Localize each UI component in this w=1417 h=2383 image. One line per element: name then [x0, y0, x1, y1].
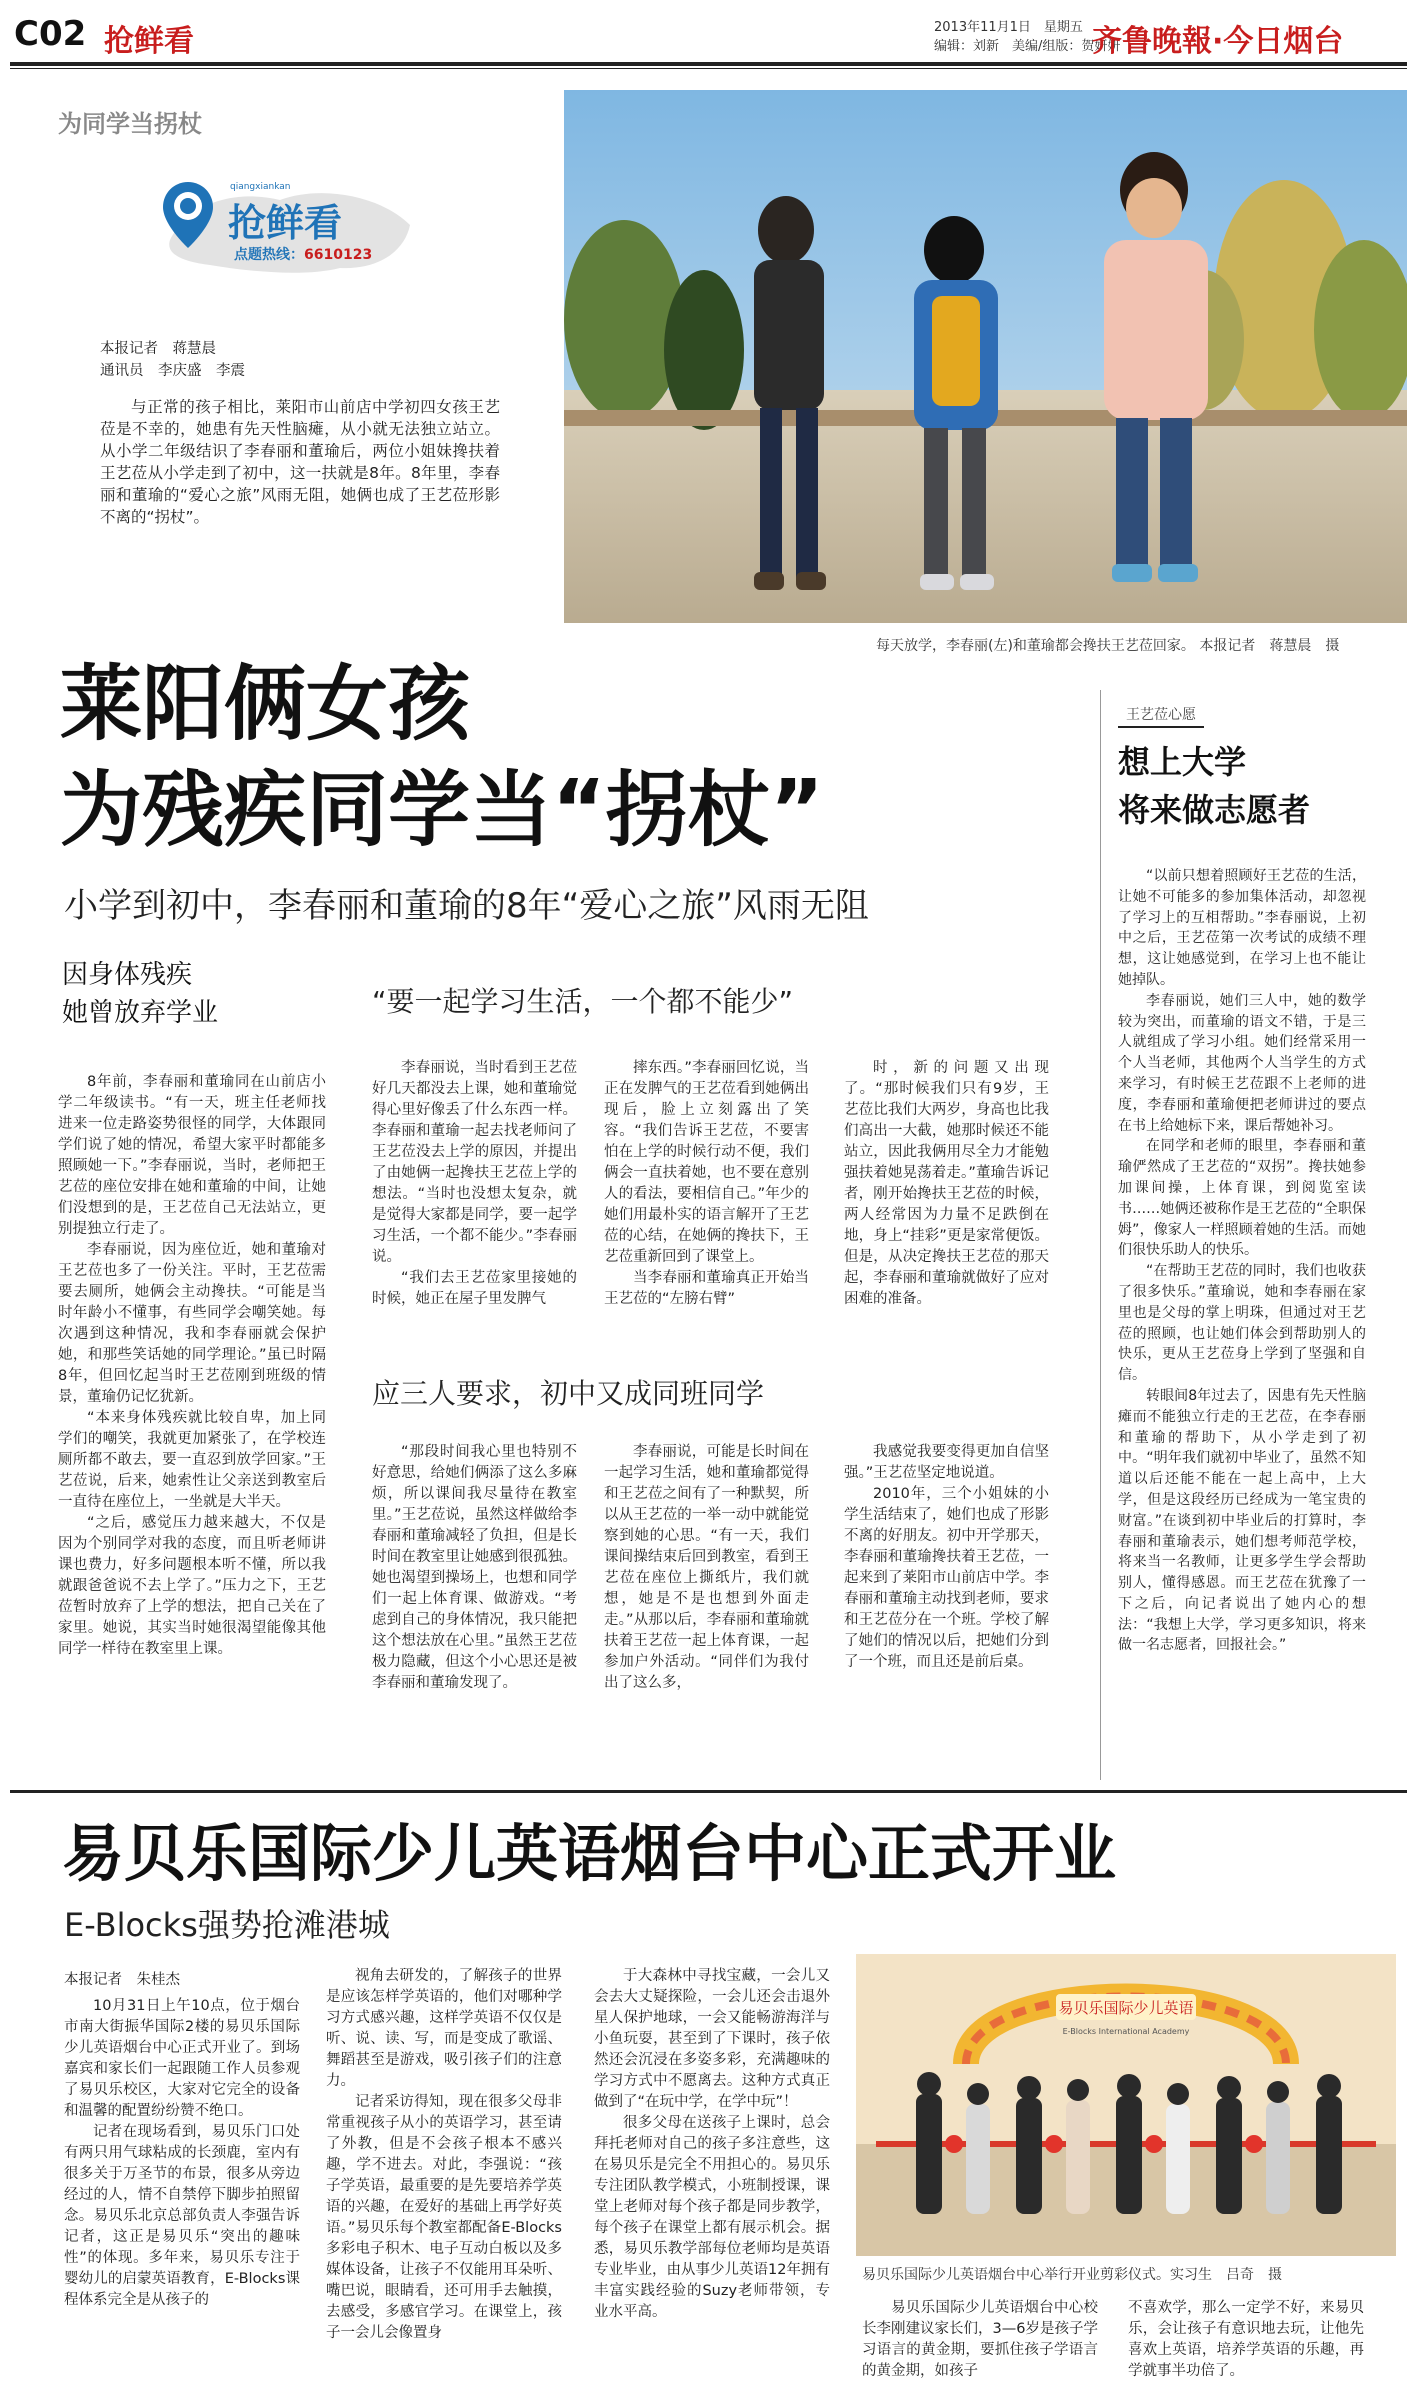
hotline-label: 点题热线： [234, 247, 304, 263]
logo-block [150, 170, 420, 280]
sidebar-title [1118, 738, 1310, 834]
logo-name: 抢鲜看 [228, 201, 343, 245]
paragraph: “以前只想着照顾好王艺莅的生活，让她不可能多的参加集体活动，却忽视了学习上的互相帮助。”李春丽说，上初中之后，王艺莅第一次考试的成绩不理想，这让她感觉到，在学习上也不能让她掉队。 [1118, 868, 1366, 988]
lead-paragraph [100, 396, 500, 528]
body-column-4b [844, 1442, 1049, 1673]
balloon-banner: 易贝乐国际少儿英语 [1058, 1999, 1194, 2017]
sidebar-tag: 王艺莅心愿 [1118, 702, 1204, 728]
lead-text: 与正常的孩子相比，莱阳市山前店中学初四女孩王艺莅是不幸的，她患有先天性脑瘫，从小就无法独立站立。从小学二年级结识了李春丽和董瑜后，两位小姐妹搀扶着王艺莅从小学走到了初中，这一扶就是8年。8年里，李春丽和董瑜的“爱心之旅”风雨无阻，她俩也成了王艺莅形影不离的“拐杖”。 [100, 398, 500, 526]
main-photo [564, 90, 1407, 623]
ad-title: 易贝乐国际少儿英语烟台中心正式开业 [62, 1817, 1117, 1890]
paragraph: 8年前，李春丽和董瑜同在山前店小学二年级读书。“有一天，班主任老师找进来一位走路姿势很怪的同学，大体跟同学们说了她的情况，希望大家平时都能多照顾她一下。”李春丽说，当时，老师把王艺莅的座位安排在她和董瑜的中间，让她们没想到的是，王艺莅自己无法站立，更别提独立行走了。 [58, 1074, 326, 1237]
editor-line: 编辑：刘新 美编/组版：贺妍妍 [934, 39, 1121, 54]
body-column-3a [604, 1058, 809, 1310]
paragraph: “那段时间我心里也特别不好意思，给她们俩添了这么多麻烦，所以课间我尽量待在教室里。”王艺莅说，虽然这样做给李春丽和董瑜减轻了负担，但是长时间在教室里让她感到很孤独。她也渴望到操场上，也想和同学们一起上体育课、做游戏。“考虑到自己的身体情况，我只能把这个想法放在心里。”虽然王艺莅极力隐藏，但这个小心思还是被李春丽和董瑜发现了。 [372, 1444, 577, 1691]
body-column-3b [604, 1442, 809, 1694]
paragraph: 当李春丽和董瑜真正开始当王艺莅的“左膀右臂” [604, 1270, 809, 1307]
body-column-1 [58, 1072, 326, 1660]
paragraph: “我们去王艺莅家里接她的时候，她正在屋子里发脾气 [372, 1270, 577, 1307]
paragraph: 摔东西。”李春丽回忆说，当正在发脾气的王艺莅看到她俩出现后，脸上立刻露出了笑容。“我们告诉王艺莅，不要害怕在上学的时候行动不便，我们俩会一直扶着她，也不要在意别人的看法，要相信自己。”年少的她们用最朴实的语言解开了王艺莅的心结，在她俩的搀扶下，王艺莅重新回到了课堂上。 [604, 1060, 809, 1265]
byline-reporter: 本报记者 蒋慧晨 [100, 341, 216, 357]
paragraph: 2010年，三个小姐妹的小学生活结束了，她们也成了形影不离的好朋友。初中开学那天，李春丽和董瑜搀扶着王艺莅，一起来到了莱阳市山前店中学。李春丽和董瑜主动找到老师，要求和王艺莅分在一个班。学校了解了她们的情况以后，把她们分到了一个班，而且还是前后桌。 [844, 1486, 1049, 1670]
paragraph: 记者采访得知，现在很多父母非常重视孩子从小的英语学习，甚至请了外教，但是不会孩子根本不感兴趣，学不进去。对此，李强说：“孩子学英语，最重要的是先要培养学英语的兴趣，在爱好的基础上再学好英语。”易贝乐每个教室都配备E-Blocks多彩电子积木、电子互动白板以及多媒体设备，让孩子不仅能用耳朵听、嘴巴说，眼睛看，还可用手去触摸，去感受，多感官学习。在课堂上，孩子一会儿会像置身 [326, 2094, 562, 2341]
paragraph: 转眼间8年过去了，因患有先天性脑瘫而不能独立行走的王艺莅，在李春丽和董瑜的帮助下，从小学走到了初中。“明年我们就初中毕业了，虽然不知道以后还能不能在一起上高中，上大学，但是这段经历已经成为一笔宝贵的财富。”在谈到初中毕业后的打算时，李春丽和董瑜表示，她们想考师范学校，将来当一名教师，让更多学生学会帮助别人，懂得感恩。而王艺莅在犹豫了一下之后，向记者说出了她内心的想法：“我想上大学，学习更多知识，将来做一名志愿者，回报社会。” [1118, 1387, 1366, 1654]
paragraph: 李春丽说，可能是长时间在一起学习生活，她和董瑜都觉得和王艺莅之间有了一种默契，所以从王艺莅的一举一动中就能觉察到她的心思。“有一天，我们课间操结束后回到教室，看到王艺莅在座位上撕纸片，我们就想，她是不是也想到外面走走。”从那以后，李春丽和董瑜就扶着王艺莅一起上体育课，一起参加户外活动。“同伴们为我付出了这么多， [604, 1444, 809, 1691]
section-head-1-line2: 她曾放弃学业 [62, 998, 219, 1028]
section-head-1-line1: 因身体残疾 [62, 960, 193, 990]
headline-line1: 莱阳俩女孩 [60, 657, 471, 752]
section-title: 抢鲜看 [104, 24, 194, 59]
paragraph: 时，新的问题又出现了。“那时候我们只有9岁，王艺莅比我们大两岁，身高也比我们高出一大截，她那时候还不能站立，因此我俩用尽全力才能勉强扶着她晃荡着走。”董瑜告诉记者，刚开始搀扶王艺莅的时候，两人经常因为力量不足跌倒在地，身上“挂彩”更是家常便饭。但是，从决定搀扶王艺莅的那天起，李春丽和董瑜就做好了应对困难的准备。 [844, 1060, 1049, 1307]
paragraph: 很多父母在送孩子上课时，总会拜托老师对自己的孩子多注意些，这在易贝乐是完全不用担心的。易贝乐专注团队教学模式，小班制授课，课堂上老师对每个孩子都是同步教学，每个孩子在课堂上都有展示机会。据悉，易贝乐教学部每位老师均是英语专业毕业，由从事少儿英语12年拥有丰富实践经验的Suzy老师带领，专业水平高。 [594, 2115, 830, 2320]
paragraph: 在同学和老师的眼里，李春丽和董瑜俨然成了王艺莅的“双拐”。搀扶她参加课间操，上体育课，到阅览室读书……她俩还被称作是王艺莅的“全职保姆”，像家人一样照顾着她的生活。而她们很快乐助人的快乐。 [1118, 1138, 1366, 1259]
ad-column-2 [326, 1966, 562, 2344]
body-column-4a [844, 1058, 1049, 1310]
paragraph: 李春丽说，因为座位近，她和董瑜对王艺莅也多了一份关注。平时，王艺莅需要去厕所，她俩会主动搀扶。“可能是当时年龄小不懂事，有些同学会嘲笑她。每次遇到这种情况，我和李春丽就会保护她，和那些笑话她的同学理论。”虽已时隔8年，但回忆起当时王艺莅刚到班级的情景，董瑜仍记忆犹新。 [58, 1242, 326, 1405]
sidebar-body [1118, 866, 1366, 1656]
byline [100, 338, 245, 382]
brand-name: 齐鲁晚報·今日烟台 [1092, 24, 1344, 59]
body-column-2a [372, 1058, 577, 1310]
sidebar-title-line2: 将来做志愿者 [1118, 791, 1311, 829]
paragraph: 李春丽说，当时看到王艺莅好几天都没去上课，她和董瑜觉得心里好像丢了什么东西一样。李春丽和董瑜一起去找老师问了王艺莅没去上学的原因，并提出了由她俩一起搀扶王艺莅上学的想法。“当时也没想太复杂，就是觉得大家都是同学，要一起学习生活，一个都不能少。”李春丽说。 [372, 1060, 577, 1265]
sidebar-divider [1100, 690, 1101, 1780]
ad-column-1 [64, 1996, 300, 2311]
logo-pinyin: qiangxiankan [230, 182, 291, 192]
sidebar-title-line1: 想上大学 [1118, 743, 1247, 781]
paragraph: 于大森林中寻找宝藏，一会儿又会去大丈疑探险，一会儿还会击退外星人保护地球，一会又能畅游海洋与小鱼玩耍，甚至到了下课时，孩子依然还会沉浸在多姿多彩，充满趣味的学习方式中不愿离去。这种方式真正做到了“在玩中学，在学中玩”！ [594, 1968, 830, 2110]
section-head-1 [62, 956, 218, 1032]
headline-line2: 为残疾同学当“拐杖” [60, 763, 824, 858]
ad-subtitle: E-Blocks强势抢滩港城 [64, 1906, 390, 1944]
paragraph: “本来身体残疾就比较自卑，加上同学们的嘲笑，我就更加紧张了，在学校连厕所都不敢去，要一直忍到放学回家。”王艺莅说，后来，她索性让父亲送到教室后一直待在座位上，一坐就是大半天。 [58, 1410, 326, 1510]
paragraph: 易贝乐国际少儿英语烟台中心校长李刚建议家长们，3—6岁是孩子学习语言的黄金期，要抓住孩子学语言的黄金期，如孩子 [862, 2300, 1098, 2379]
page-code: C02 [14, 14, 87, 54]
photo-caption: 每天放学，李春丽(左)和董瑜都会搀扶王艺莅回家。 本报记者 蒋慧晨 摄 [876, 638, 1340, 654]
ad-column-5 [1128, 2298, 1364, 2382]
paragraph: 不喜欢学，那么一定学不好，来易贝乐，会让孩子有意识地去玩，让他先喜欢上英语，培养学英语的乐趣，再学就事半功倍了。 [1128, 2300, 1364, 2379]
paragraph: 李春丽说，她们三人中，她的数学较为突出，而董瑜的语文不错，于是三人就组成了学习小组。她们经常采用一个人当老师，其他两个人当学生的方式来学习，有时候王艺莅跟不上老师的进度，李春丽和董瑜便把老师讲过的要点在书上给她标下来，课后帮她补习。 [1118, 992, 1366, 1134]
headline-subtitle: 小学到初中，李春丽和董瑜的8年“爱心之旅”风雨无阻 [64, 886, 869, 926]
header-rule [10, 62, 1407, 66]
ad-photo [856, 1954, 1396, 2256]
header-rule-thin [10, 68, 1407, 69]
date-line: 2013年11月1日 星期五 [934, 20, 1083, 35]
section-head-3: 应三人要求，初中又成同班同学 [372, 1377, 765, 1410]
ad-column-4 [862, 2298, 1098, 2382]
paragraph: 记者在现场看到，易贝乐门口处有两只用气球粘成的长颈鹿，室内有很多关于万圣节的布景，很多从旁边经过的人，情不自禁停下脚步拍照留念。易贝乐北京总部负责人李强告诉记者，这正是易贝乐“突出的趣味性”的体现。多年来，易贝乐专注于婴幼儿的启蒙英语教育，E-Blocks课程体系完全是从孩子的 [64, 2124, 300, 2308]
paragraph: 10月31日上午10点，位于烟台市南大街振华国际2楼的易贝乐国际少儿英语烟台中心正式开业了。到场嘉宾和家长们一起跟随工作人员参观了易贝乐校区，大家对它完全的设备和温馨的配置纷纷赞不绝口。 [64, 1998, 300, 2119]
ad-photo-image [856, 1954, 1396, 2256]
ad-byline: 本报记者 朱桂杰 [64, 1972, 180, 1988]
body-column-2b [372, 1442, 577, 1694]
paragraph: “在帮助王艺莅的同时，我们也收获了很多快乐。”董瑜说，她和李春丽在家里也是父母的掌上明珠，但通过对王艺莅的照顾，也让她们体会到帮助别人的快乐，更从王艺莅身上学到了坚强和自信。 [1118, 1263, 1366, 1384]
paragraph: 视角去研发的，了解孩子的世界是应该怎样学英语的，他们对哪种学习方式感兴趣，这样学英语不仅仅是听、说、读、写，而是变成了歌谣、舞蹈甚至是游戏，吸引孩子们的注意力。 [326, 1968, 562, 2089]
kicker: 为同学当拐杖 [58, 110, 202, 138]
hotline-number: 6610123 [304, 247, 373, 263]
main-photo-image [564, 90, 1407, 623]
byline-correspondent: 通讯员 李庆盛 李震 [100, 363, 245, 379]
ad-column-3 [594, 1966, 830, 2323]
ad-separator [10, 1790, 1407, 1793]
section-head-2: “要一起学习生活，一个都不能少” [372, 985, 794, 1018]
location-pin-icon [160, 180, 216, 250]
paragraph: “之后，感觉压力越来越大，不仅是因为个别同学对我的态度，而且听老师讲课也费力，好多问题根本听不懂，所以我就跟爸爸说不去上学了。”压力之下，王艺莅暂时放弃了上学的想法，把自己关在了家里。她说，其实当时她很渴望能像其他同学一样待在教室里上课。 [58, 1515, 326, 1657]
hotline [234, 244, 372, 264]
paragraph: 我感觉我要变得更加自信坚强。”王艺莅坚定地说道。 [844, 1444, 1049, 1481]
ad-photo-caption: 易贝乐国际少儿英语烟台中心举行开业剪彩仪式。实习生 吕奇 摄 [862, 2267, 1282, 2283]
balloon-sub: E-Blocks International Academy [1062, 2027, 1190, 2036]
